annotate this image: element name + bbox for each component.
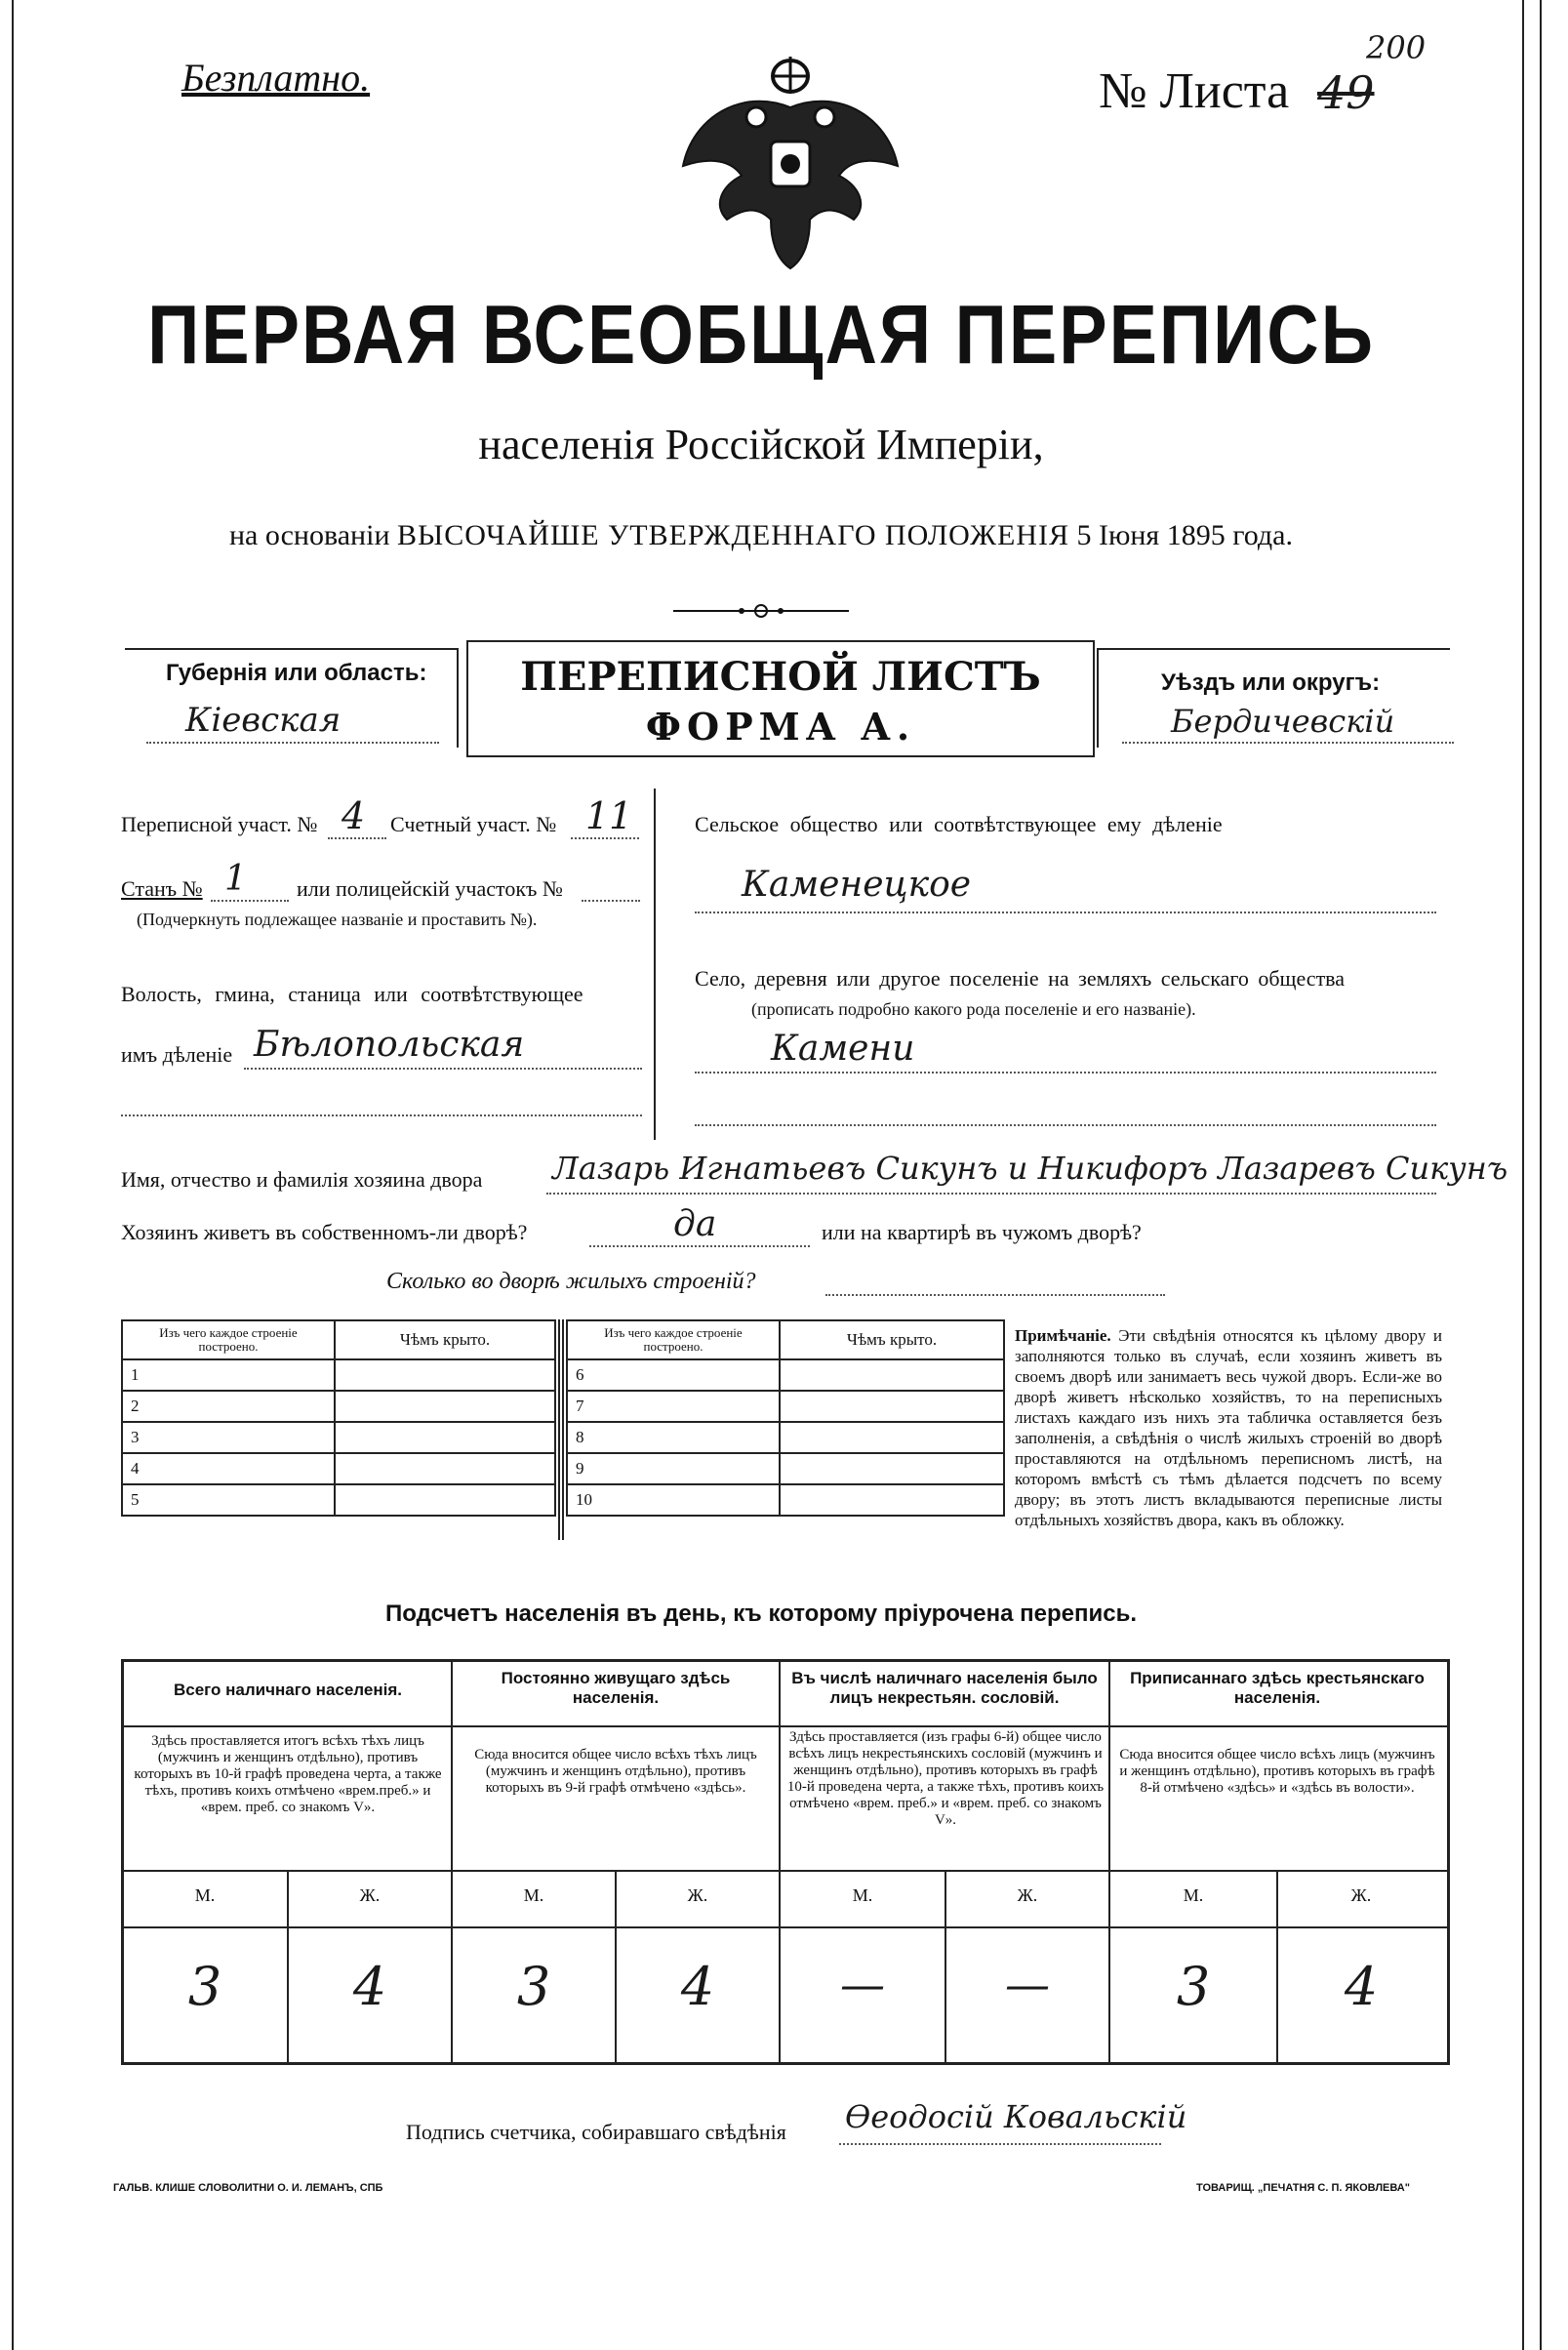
volost-label: Волость, гмина, станица или соотвѣтствующее: [121, 982, 583, 1006]
society-label: Сельское общество или соотвѣтствующее ему дѣленіе: [695, 812, 1223, 836]
form-title: ПЕРЕПИСНОЙ ЛИСТЪ: [520, 654, 1041, 700]
sheet-number-label: № Листа: [1099, 63, 1290, 119]
right-page-edge-outer: [1540, 0, 1542, 2350]
note-title: Примѣчаніе.: [1015, 1326, 1111, 1345]
address-divider: [654, 789, 656, 1140]
census-subtitle: населенія Россійской Имперіи,: [478, 421, 1044, 468]
basis-caps: ВЫСОЧАЙШЕ УТВЕРЖДЕННАГО ПОЛОЖЕНІЯ: [397, 519, 1069, 551]
buildings-table-left: [121, 1319, 556, 1517]
counting-district-line: [571, 837, 639, 839]
or-rent-label: или на квартирѣ въ чужомъ дворѣ?: [822, 1220, 1142, 1244]
census-district-label: Переписной участ. №: [121, 812, 318, 836]
volost-line-2: [121, 1114, 642, 1116]
ornament-divider: [673, 601, 849, 621]
counting-district-label: Счетный участ. №: [390, 812, 557, 836]
col-male: М.: [194, 1885, 216, 1905]
value-female: 4: [680, 1956, 715, 2017]
value-male: 3: [187, 1956, 222, 2017]
gubernia-line: [146, 742, 439, 744]
row-number: 8: [567, 1422, 780, 1453]
village-note: (прописать подробно какого рода поселеніе и его названіе).: [751, 999, 1196, 1019]
buildings-table-separator: [558, 1319, 564, 1540]
basis-date: 5 Іюня 1895 года.: [1076, 519, 1293, 551]
signature-line: [839, 2143, 1161, 2145]
gubernia-value: Кіевская: [185, 701, 342, 740]
row-number: 7: [567, 1391, 780, 1422]
section-head: Всего наличнаго населенія.: [174, 1681, 402, 1699]
col-male: М.: [852, 1885, 873, 1905]
row-number: 1: [122, 1359, 335, 1391]
row-number: 9: [567, 1453, 780, 1484]
printer-right: ТОВАРИЩ. „ПЕЧАТНЯ С. П. ЯКОВЛЕВА": [1196, 2182, 1410, 2194]
population-rule: [121, 1870, 1447, 1872]
value-female: 4: [1344, 1956, 1379, 2017]
volost-line: [244, 1068, 642, 1070]
population-rule: [121, 1926, 1447, 1928]
basis-line: [0, 519, 1522, 552]
police-line: [582, 900, 640, 902]
owner-value: Лазарь Игнатьевъ Сикунъ и Никифоръ Лазаревъ Сикунъ: [552, 1150, 1508, 1187]
col-male: М.: [1183, 1885, 1204, 1905]
row-number: 10: [567, 1484, 780, 1516]
owner-lives-label: Хозяинъ живетъ въ собственномъ-ли дворѣ?: [121, 1220, 528, 1244]
census-title: ПЕРВАЯ ВСЕОБЩАЯ ПЕРЕПИСЬ: [147, 287, 1375, 382]
society-line: [695, 912, 1436, 913]
col-male: М.: [523, 1885, 544, 1905]
uezd-value: Бердичевскій: [1171, 703, 1395, 740]
note-text: Эти свѣдѣнія относятся къ цѣлому двору и заполняются только въ случаѣ, если хозяинъ живетъ въ своемъ дворѣ или занимаетъ весь чужой дворъ. Если-же во дворѣ живетъ нѣсколько хозяйствъ, то на переписныхъ листахъ каждаго изъ нихъ эта табличка оставляется безъ заполненія, а свѣдѣнія о числѣ жилыхъ строеній во дворѣ проставляются на отдѣльномъ переписномъ листѣ, на которомъ вмѣстѣ съ тѣмъ дѣлается подсчетъ по всему двору; въ этотъ листъ вкладываются переписные листы отдѣльныхъ хозяйствъ двора, какъ въ обложку.: [1015, 1326, 1442, 1529]
stan-value: 1: [224, 859, 247, 899]
buildings-line: [825, 1294, 1165, 1296]
section-desc: Сюда вносится общее число всѣхъ тѣхъ лицъ (мужчинъ и женщинъ отдѣльно), противъ которыхъ въ 9-й графѣ отмѣчено «здѣсь».: [474, 1747, 757, 1796]
population-title: Подсчетъ населенія въ день, къ которому пріурочена перепись.: [385, 1600, 1137, 1627]
village-label: Село, деревня или другое поселеніе на земляхъ сельскаго общества: [695, 966, 1346, 991]
gubernia-label: Губернія или область:: [166, 660, 427, 686]
village-line-2: [695, 1124, 1436, 1126]
value-male: 3: [516, 1956, 551, 2017]
col-roof: Чѣмъ крыто.: [335, 1320, 555, 1359]
section-desc: Здѣсь проставляется итогъ всѣхъ тѣхъ лицъ (мужчинъ и женщинъ отдѣльно), противъ которыхъ въ 10-й графѣ проведена черта, а также тѣхъ, противъ коихъ отмѣчено «врем.преб.» и «врем. преб. со знакомъ V».: [134, 1733, 442, 1815]
col-female: Ж.: [687, 1885, 708, 1905]
owner-lives-line: [589, 1245, 810, 1247]
row-number: 3: [122, 1422, 335, 1453]
society-value: Каменецкое: [742, 865, 972, 905]
section-head: Постоянно живущаго здѣсь населенія.: [501, 1669, 731, 1707]
value-female: —: [1005, 1958, 1050, 2010]
underline-note: (Подчеркнуть подлежащее названіе и проставить №).: [137, 910, 538, 929]
col-roof: Чѣмъ крыто.: [780, 1320, 1004, 1359]
police-label: или полицейскій участокъ №: [297, 876, 563, 901]
row-number: 6: [567, 1359, 780, 1391]
buildings-question: Сколько во дворѣ жилыхъ строеній?: [386, 1269, 756, 1294]
owner-label: Имя, отчество и фамилія хозяина двора: [121, 1167, 483, 1192]
basis-prefix: на основаніи: [228, 519, 390, 551]
printer-left: ГАЛЬВ. КЛИШЕ СЛОВОЛИТНИ О. И. ЛЕМАНЪ, СПБ: [113, 2182, 383, 2194]
section-desc: Сюда вносится общее число всѣхъ лицъ (мужчинъ и женщинъ отдѣльно), противъ которыхъ въ графѣ 8-й отмѣчено «здѣсь» и «здѣсь въ волости».: [1119, 1747, 1435, 1796]
col-female: Ж.: [1017, 1885, 1038, 1905]
col-female: Ж.: [1350, 1885, 1372, 1905]
imperial-eagle-emblem: [673, 49, 907, 273]
population-rule: [121, 1725, 1447, 1727]
counting-district-value: 11: [585, 794, 633, 837]
stan-label: Станъ №: [121, 876, 203, 901]
volost-label-2: имъ дѣленіе: [121, 1042, 233, 1067]
row-number: 5: [122, 1484, 335, 1516]
buildings-table-right: [566, 1319, 1005, 1517]
section-desc: Здѣсь проставляется (изъ графы 6-й) общее число всѣхъ лицъ некрестьянскихъ сословій (мужчинъ и женщинъ отдѣльно), противъ которыхъ въ графѣ 10-й проведена черта, а также тѣхъ, противъ коихъ отмѣчено «врем. преб.» и «врем. преб. со знакомъ V».: [786, 1729, 1105, 1828]
free-label: Безплатно.: [181, 56, 371, 100]
owner-line: [546, 1193, 1436, 1195]
owner-lives-value: да: [673, 1204, 717, 1244]
signature-value: Өеодосій Ковальскій: [845, 2098, 1187, 2135]
right-page-edge: [1522, 0, 1524, 2350]
value-female: 4: [352, 1956, 387, 2017]
stan-line: [211, 900, 289, 902]
col-material: Изъ чего каждое строеніе построено.: [122, 1320, 335, 1359]
uezd-label: Уѣздъ или округъ:: [1161, 669, 1381, 696]
village-value: Камени: [771, 1029, 915, 1069]
row-number: 4: [122, 1453, 335, 1484]
form-subtitle: ФОРМА А.: [645, 705, 916, 749]
sheet-number-value: 49: [1317, 66, 1375, 119]
signature-label: Подпись счетчика, собиравшаго свѣдѣнія: [406, 2120, 786, 2144]
sheet-number-top: 200: [1366, 29, 1427, 66]
value-male: —: [840, 1958, 885, 2010]
census-district-line: [328, 837, 386, 839]
value-male: 3: [1176, 1956, 1211, 2017]
note-block: [1015, 1325, 1442, 1530]
section-head: Въ числѣ наличнаго населенія было лицъ некрестьян. сословій.: [791, 1669, 1098, 1707]
village-line: [695, 1072, 1436, 1074]
uezd-line: [1122, 742, 1454, 744]
col-female: Ж.: [359, 1885, 381, 1905]
col-material: Изъ чего каждое строеніе построено.: [567, 1320, 780, 1359]
volost-value: Бѣлопольская: [254, 1025, 525, 1065]
census-district-value: 4: [342, 794, 366, 837]
section-head: Приписаннаго здѣсь крестьянскаго населенія.: [1130, 1669, 1425, 1707]
row-number: 2: [122, 1391, 335, 1422]
